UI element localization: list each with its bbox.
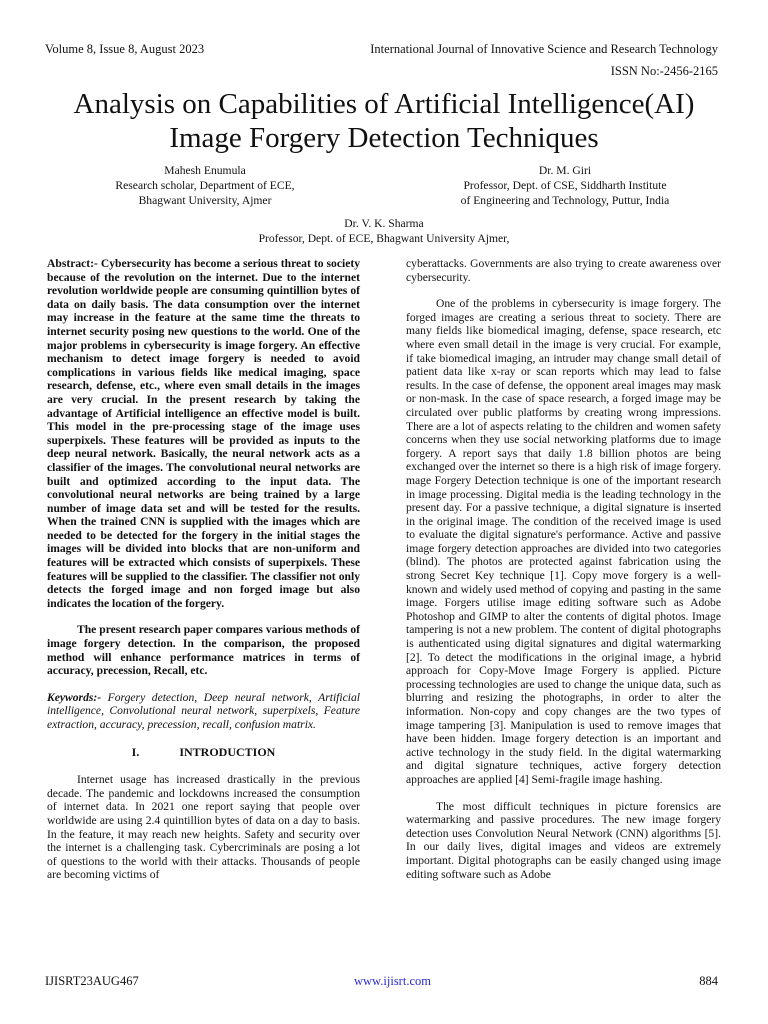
author-2-aff2: of Engineering and Technology, Puttur, India — [460, 194, 670, 207]
section-heading — [47, 746, 360, 760]
abstract-text: Cybersecurity has become a serious threat to society because of the revolution on the internet. Due to the internet revolution worldwide people are consuming quintillion bytes of data on daily basis. The data consumption over the internet may increase in the feature at the same time the threats to internet security posing new questions to the world. One of the major problems in cybersecurity is image forgery. An effective mechanism to detect image forgery is needed to avoid complications in various fields like medical imaging, space research, defense, etc., where even small details in the images are very crucial. In the present research by taking the advantage of Artificial intelligence an effective model is built. This model in the pre-processing stage of the image uses superpixels. These features will be provided as inputs to the deep neural network. Basically, the neural network acts as a classifier of the images. The convolutional neural networks are built and optimized according to the input data. The convolutional neural networks are being trained by a large number of image data set and will be tested for the results. When the trained CNN is supplied with the images which are needed to be detected for the forgery in the initial stages the images will be divided into blocks that are non-uniform and features will be extracted which consists of superpixels. These features will be supplied to the classifier. The classifier not only detects the forged image and non forged image but also indicates the location of the forgery. — [47, 257, 360, 610]
right-paragraph-0: cyberattacks. Governments are also trying to create awareness over cybersecurity. — [406, 257, 721, 284]
keywords-text: Forgery detection, Deep neural network, Artificial intelligence, Convolutional neural network, superpixels, Feature extraction, accuracy, precession, recall, confusion matrix. — [47, 690, 360, 731]
author-1 — [80, 163, 330, 208]
paper-id: IJISRT23AUG467 — [45, 974, 139, 988]
section-title: INTRODUCTION — [179, 744, 276, 759]
abstract-paragraph-2: The present research paper compares various methods of image forgery detection. In the comparison, the proposed method will enhance performance matrices in terms of accuracy, precession, Recall, etc. — [47, 623, 360, 678]
website-link[interactable]: www.ijisrt.com — [354, 974, 431, 988]
author-1-aff2: Bhagwant University, Ajmer — [138, 194, 272, 207]
author-2-name: Dr. M. Giri — [538, 164, 592, 177]
author-2-aff1: Professor, Dept. of CSE, Siddharth Institute — [463, 179, 667, 192]
keywords — [47, 691, 360, 732]
volume-info: Volume 8, Issue 8, August 2023 — [45, 42, 205, 56]
author-3-name: Dr. V. K. Sharma — [344, 217, 424, 230]
keywords-label: Keywords:- — [47, 690, 102, 704]
abstract — [47, 257, 360, 610]
right-paragraph-1: One of the problems in cybersecurity is image forgery. The forged images are creating a serious threat to society. There are many fields like biomedical imaging, defense, space research, etc where even small detail in the image is very crucial. For example, if take biomedical imaging, an intruder may change small detail of patient data like x-ray or scan reports which may lead to false results. In the case of defense, the opponent areal images may mask or non-mask. In the case of space research, a forged image may be circulated over public platforms by creating wrong impressions. There are a lot of aspects relating to the children and women safety concerns when they use social networking platforms due to image forgery. A report says that daily 1.8 billion photos are being exchanged over the internet so there is a high risk of image forgery. mage Forgery Detection technique is one of the important research in image processing. Digital media is the leading technology in the present day. For a passive technique, a digital signature is inserted in the original image. The condition of the received image is used to evaluate the digital signature's performance. Active and passive image forgery detection approaches are divided into two categories (blind). The photos are protected against fabrication using the strong Secret Key technique [1]. Copy move forgery is a well-known and widely used method of copying and pasting in the same image. Forgers utilise image editing software such as Adobe Photoshop and GIMP to alter the contents of digital photos. Image tampering is not a new problem. The content of digital photographs is authenticated using digital signatures and digital watermarking [2]. To detect the modifications in the original image, a hybrid approach for Copy-Move Image Forgery is applied. Picture processing technologies are used to change the unique data, such as blurring and resizing the photographs, in order to alter the information. Non-copy and copy changes are the two types of image tampering [3]. Manipulation is used to remove images that have been hidden. Image forgery detection is an important and active technology in the study field. In the digital watermarking and digital signature techniques, active forgery detection approaches are applied [4] Semi-fragile image hashing. — [406, 297, 721, 786]
author-3-aff1: Professor, Dept. of ECE, Bhagwant University Ajmer, — [258, 232, 510, 245]
author-2 — [410, 163, 720, 208]
abstract-label: Abstract:- — [47, 257, 98, 270]
right-paragraph-2: The most difficult techniques in picture forensics are watermarking and passive procedures. The new image forgery detection uses Convolution Neural Network (CNN) algorithms [5]. In our daily lives, digital images and videos are extremely important. Digital photographs can be easily changed using image editing software such as Adobe — [406, 799, 721, 881]
paper-title-line-1: Analysis on Capabilities of Artificial Intelligence(AI) — [73, 88, 695, 120]
section-number: I. — [131, 744, 140, 759]
author-1-aff1: Research scholar, Department of ECE, — [115, 179, 295, 192]
issn: ISSN No:-2456-2165 — [610, 64, 718, 78]
author-3 — [184, 216, 584, 246]
paper-title-line-2: Image Forgery Detection Techniques — [169, 122, 599, 154]
left-column — [47, 257, 360, 882]
intro-paragraph-1: Internet usage has increased drastically in the previous decade. The pandemic and lockdowns increased the consumption of internet data. In 2021 one report saying that people over worldwide are using 2.4 quintillion bytes of data on a day to basis. In the feature, it may reach new heights. Safety and security over the internet is a challenging task. Cybercriminals are posing a lot of questions to the world with their attacks. Thousands of people are becoming victims of — [47, 773, 360, 882]
author-1-name: Mahesh Enumula — [164, 164, 246, 177]
right-column — [406, 257, 721, 881]
page-number: 884 — [699, 974, 718, 988]
journal-name: International Journal of Innovative Science and Research Technology — [370, 42, 718, 56]
